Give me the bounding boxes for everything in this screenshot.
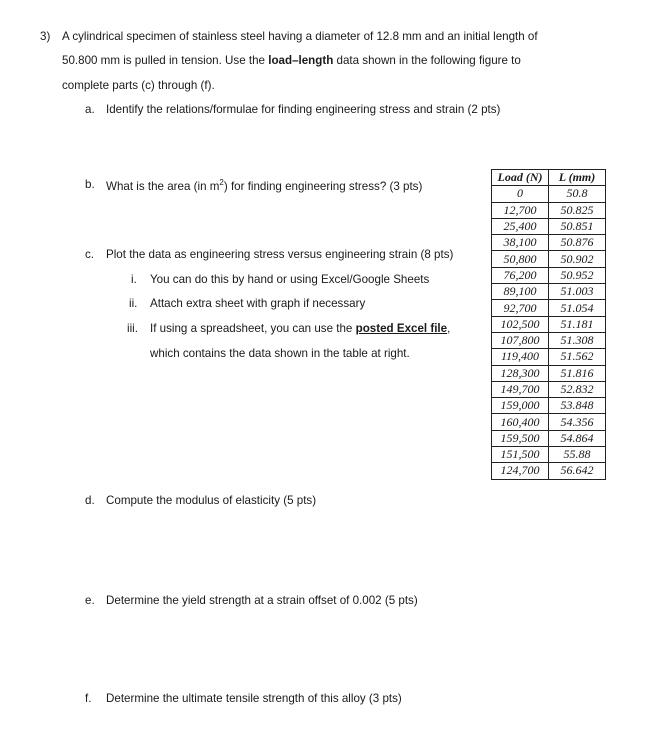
load-cell: 160,400 xyxy=(492,414,549,430)
part-c-text: Plot the data as engineering stress versus engineering strain (8 pts) xyxy=(106,248,454,261)
length-cell: 54.864 xyxy=(549,430,606,446)
load-cell: 50,800 xyxy=(492,251,549,267)
part-c-marker: c. xyxy=(85,248,95,261)
header-load: Load (N) xyxy=(492,170,549,186)
length-cell: 51.181 xyxy=(549,316,606,332)
length-cell: 52.832 xyxy=(549,381,606,397)
table-row xyxy=(492,430,606,446)
table-row xyxy=(492,349,606,365)
table-header-row xyxy=(492,170,606,186)
table-row xyxy=(492,284,606,300)
part-b-text-post: ) for finding engineering stress? (3 pts) xyxy=(223,179,423,193)
part-e-text: Determine the yield strength at a strain offset of 0.002 (5 pts) xyxy=(106,594,418,607)
part-a-marker: a. xyxy=(85,103,95,116)
table-row xyxy=(492,447,606,463)
table-row xyxy=(492,398,606,414)
table-body xyxy=(492,186,606,479)
load-cell: 25,400 xyxy=(492,218,549,234)
part-c-sub-iii-text xyxy=(150,322,450,335)
length-cell: 51.054 xyxy=(549,300,606,316)
table-row xyxy=(492,267,606,283)
length-cell: 50.902 xyxy=(549,251,606,267)
load-cell: 12,700 xyxy=(492,202,549,218)
load-length-table xyxy=(491,169,606,480)
part-d-marker: d. xyxy=(85,494,95,507)
load-cell: 89,100 xyxy=(492,284,549,300)
load-cell: 76,200 xyxy=(492,267,549,283)
part-c-sub-i-marker: i. xyxy=(131,273,137,286)
problem-line-2-post: data shown in the following figure to xyxy=(333,54,521,67)
table-row xyxy=(492,381,606,397)
table-row xyxy=(492,463,606,479)
posted-excel-file-link[interactable]: posted Excel file xyxy=(355,322,448,335)
load-length-bold: load–length xyxy=(268,54,334,67)
part-d-text: Compute the modulus of elasticity (5 pts) xyxy=(106,494,317,507)
part-a-text: Identify the relations/formulae for finding engineering stress and strain (2 pts) xyxy=(106,103,501,116)
problem-line-2-pre: 50.800 mm is pulled in tension. Use the xyxy=(62,54,269,67)
load-cell: 128,300 xyxy=(492,365,549,381)
table-row xyxy=(492,414,606,430)
problem-line-3: complete parts (c) through (f). xyxy=(62,79,215,92)
load-cell: 119,400 xyxy=(492,349,549,365)
table-row xyxy=(492,332,606,348)
table-row xyxy=(492,218,606,234)
table-row xyxy=(492,300,606,316)
part-b-text xyxy=(106,178,422,193)
length-cell: 50.8 xyxy=(549,186,606,202)
table-row xyxy=(492,365,606,381)
load-cell: 159,000 xyxy=(492,398,549,414)
length-cell: 50.825 xyxy=(549,202,606,218)
problem-line-2 xyxy=(62,54,521,67)
header-length: L (mm) xyxy=(549,170,606,186)
load-cell: 92,700 xyxy=(492,300,549,316)
part-c-sub-iii-marker: iii. xyxy=(127,322,138,335)
length-cell: 51.308 xyxy=(549,332,606,348)
table-row xyxy=(492,186,606,202)
load-cell: 149,700 xyxy=(492,381,549,397)
load-cell: 159,500 xyxy=(492,430,549,446)
table-row xyxy=(492,202,606,218)
part-c-sub-ii-text: Attach extra sheet with graph if necessary xyxy=(150,297,366,310)
part-b-marker: b. xyxy=(85,178,95,191)
length-cell: 50.851 xyxy=(549,218,606,234)
load-cell: 0 xyxy=(492,186,549,202)
length-cell: 51.003 xyxy=(549,284,606,300)
load-cell: 107,800 xyxy=(492,332,549,348)
load-cell: 124,700 xyxy=(492,463,549,479)
length-cell: 50.876 xyxy=(549,235,606,251)
part-c-sub-iii-post: , xyxy=(447,322,451,335)
length-cell: 53.848 xyxy=(549,398,606,414)
part-c-sub-i-text: You can do this by hand or using Excel/Google Sheets xyxy=(150,273,430,286)
part-b-text-pre: What is the area (in m xyxy=(106,179,220,193)
length-cell: 54.356 xyxy=(549,414,606,430)
squared-superscript: 2 xyxy=(219,178,224,187)
length-cell: 51.816 xyxy=(549,365,606,381)
part-f-text: Determine the ultimate tensile strength of this alloy (3 pts) xyxy=(106,692,402,705)
part-e-marker: e. xyxy=(85,594,95,607)
part-f-marker: f. xyxy=(85,692,92,705)
problem-number: 3) xyxy=(40,30,51,43)
table-row xyxy=(492,251,606,267)
load-cell: 38,100 xyxy=(492,235,549,251)
length-cell: 56.642 xyxy=(549,463,606,479)
length-cell: 55.88 xyxy=(549,447,606,463)
length-cell: 50.952 xyxy=(549,267,606,283)
load-cell: 102,500 xyxy=(492,316,549,332)
problem-line-1: A cylindrical specimen of stainless steel having a diameter of 12.8 mm and an initial length of xyxy=(62,30,538,43)
table-row xyxy=(492,235,606,251)
part-c-continuation: which contains the data shown in the table at right. xyxy=(150,347,410,360)
length-cell: 51.562 xyxy=(549,349,606,365)
part-c-sub-iii-pre: If using a spreadsheet, you can use the xyxy=(150,322,356,335)
load-cell: 151,500 xyxy=(492,447,549,463)
table-row xyxy=(492,316,606,332)
part-c-sub-ii-marker: ii. xyxy=(129,297,138,310)
